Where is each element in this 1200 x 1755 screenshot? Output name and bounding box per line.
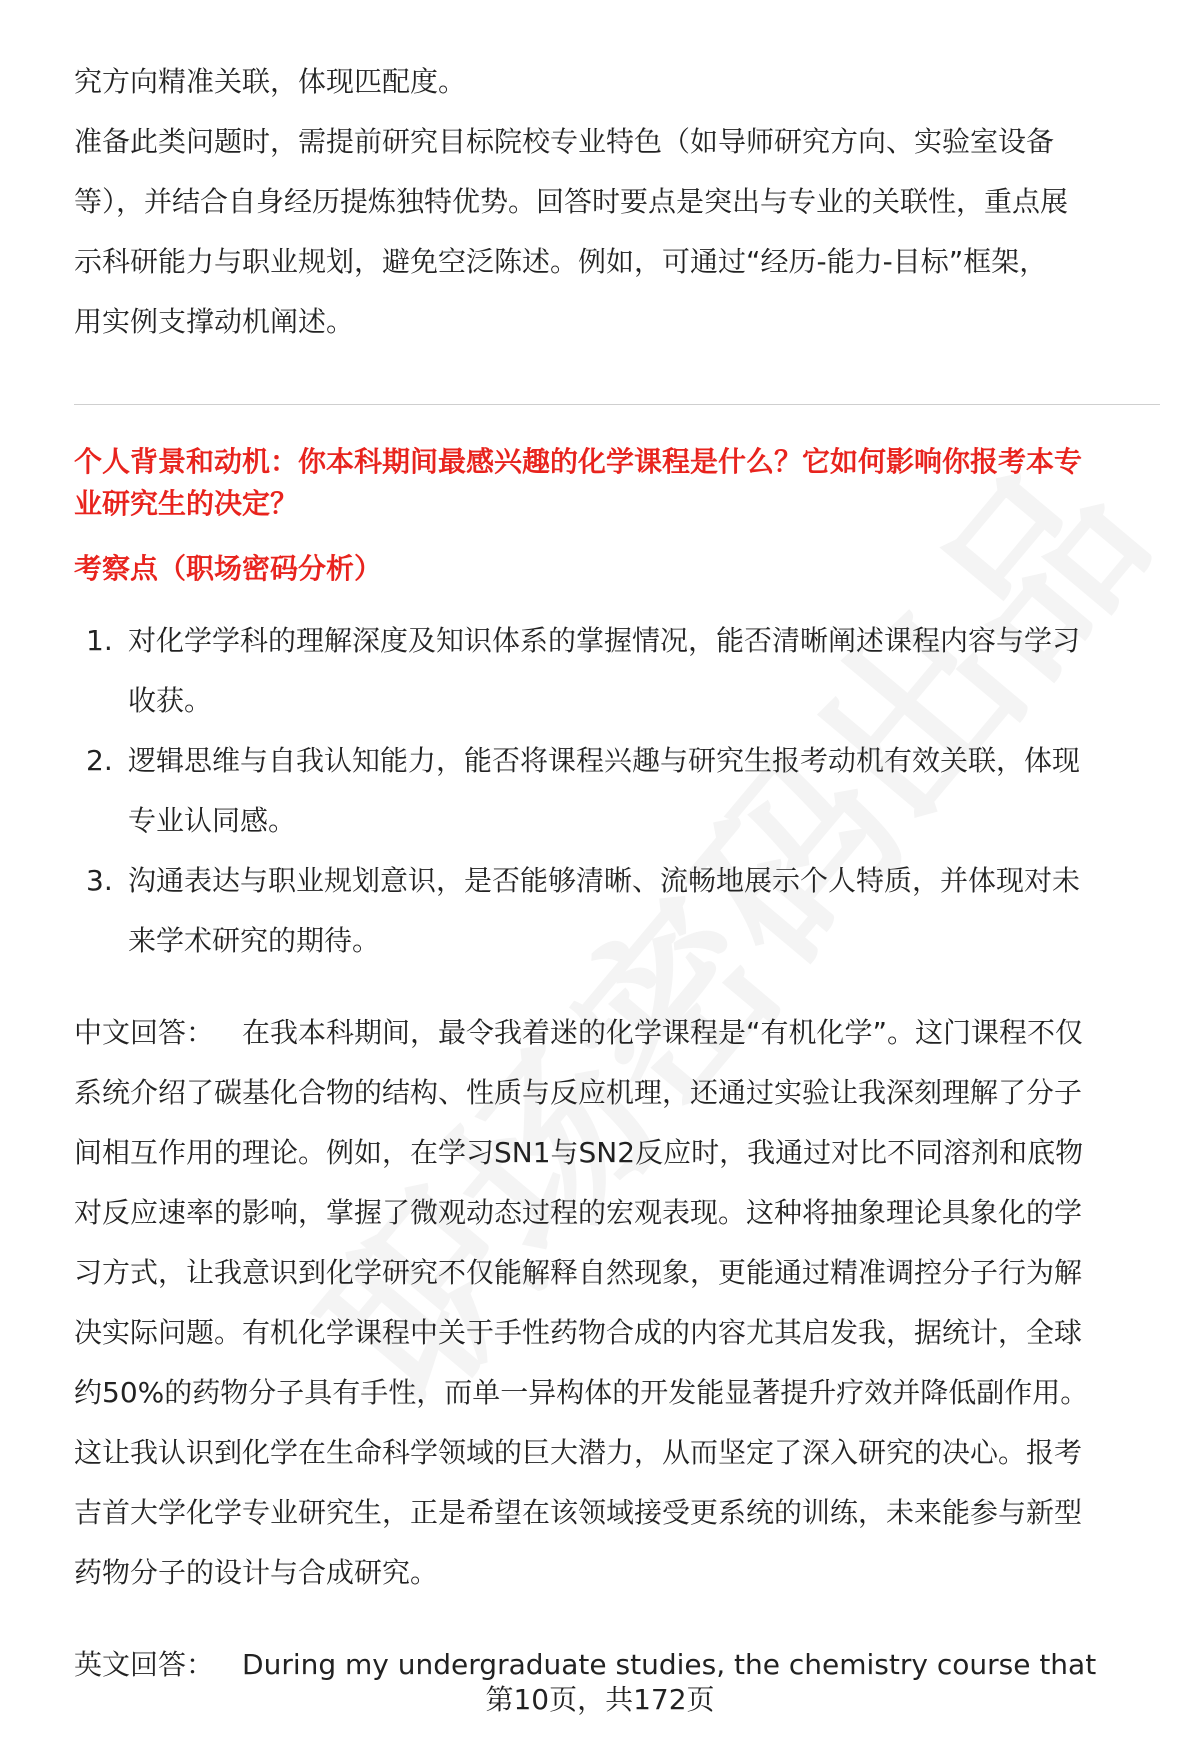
answer-line: 药物分子的设计与合成研究。 — [74, 1556, 439, 1589]
intro-line: 等），并结合自身经历提炼独特优势。回答时要点是突出与专业的关联性，重点展 — [74, 185, 1069, 218]
question-title-line: 个人背景和动机：你本科期间最感兴趣的化学课程是什么？它如何影响你报考本专 — [74, 445, 1083, 478]
intro-line: 用实例支撑动机阐述。 — [74, 305, 355, 338]
answer-line: 系统介绍了碳基化合物的结构、性质与反应机理，还通过实验让我深刻理解了分子 — [74, 1076, 1083, 1109]
chinese-answer — [74, 1003, 1160, 1603]
intro-line: 究方向精准关联，体现匹配度。 — [74, 65, 467, 98]
list-number: 2. — [86, 744, 113, 777]
assessment-heading: 考察点（职场密码分析） — [74, 552, 383, 585]
chinese-answer-label: 中文回答： — [74, 1016, 215, 1049]
list-line: 收获。 — [128, 684, 213, 717]
list-item — [74, 611, 1160, 731]
list-item — [74, 851, 1160, 971]
answer-line: 对反应速率的影响，掌握了微观动态过程的宏观表现。这种将抽象理论具象化的学 — [74, 1196, 1083, 1229]
intro-line: 准备此类问题时，需提前研究目标院校专业特色（如导师研究方向、实验室设备 — [74, 125, 1055, 158]
list-line: 专业认同感。 — [128, 804, 297, 837]
list-item — [74, 731, 1160, 851]
list-line: 来学术研究的期待。 — [128, 924, 381, 957]
list-line: 对化学学科的理解深度及知识体系的掌握情况，能否清晰阐述课程内容与学习 — [128, 624, 1081, 657]
assessment-points — [74, 611, 1160, 971]
answer-text: During my undergraduate studies, the chemistry course that — [242, 1648, 1097, 1681]
question-title — [74, 441, 1160, 525]
list-line: 沟通表达与职业规划意识，是否能够清晰、流畅地展示个人特质，并体现对未 — [128, 864, 1081, 897]
list-number: 1. — [86, 624, 113, 657]
document-page — [74, 52, 1160, 1695]
intro-paragraph — [74, 52, 1160, 352]
answer-line: 间相互作用的理论。例如，在学习SN1与SN2反应时，我通过对比不同溶剂和底物 — [74, 1136, 1084, 1169]
answer-text: 在我本科期间，最令我着迷的化学课程是“有机化学”。这门课程不仅 — [242, 1016, 1084, 1049]
list-line: 逻辑思维与自我认知能力，能否将课程兴趣与研究生报考动机有效关联，体现 — [128, 744, 1081, 777]
intro-line: 示科研能力与职业规划，避免空泛陈述。例如，可通过“经历-能力-目标”框架， — [74, 245, 1048, 278]
list-number: 3. — [86, 864, 113, 897]
question-title-line: 业研究生的决定？ — [74, 487, 299, 520]
answer-line: 习方式，让我意识到化学研究不仅能解释自然现象，更能通过精准调控分子行为解 — [74, 1256, 1083, 1289]
answer-line: 吉首大学化学专业研究生，正是希望在该领域接受更系统的训练，未来能参与新型 — [74, 1496, 1083, 1529]
english-answer-label: 英文回答： — [74, 1648, 215, 1681]
section-divider — [74, 404, 1160, 405]
answer-line: 决实际问题。有机化学课程中关于手性药物合成的内容尤其启发我，据统计，全球 — [74, 1316, 1083, 1349]
answer-line: 这让我认识到化学在生命科学领域的巨大潜力，从而坚定了深入研究的决心。报考 — [74, 1436, 1083, 1469]
answer-line: 约50%的药物分子具有手性，而单一异构体的开发能显著提升疗效并降低副作用。 — [74, 1376, 1089, 1409]
page-number: 第10页，共172页 — [485, 1683, 715, 1716]
answer-line — [74, 1003, 1160, 1063]
